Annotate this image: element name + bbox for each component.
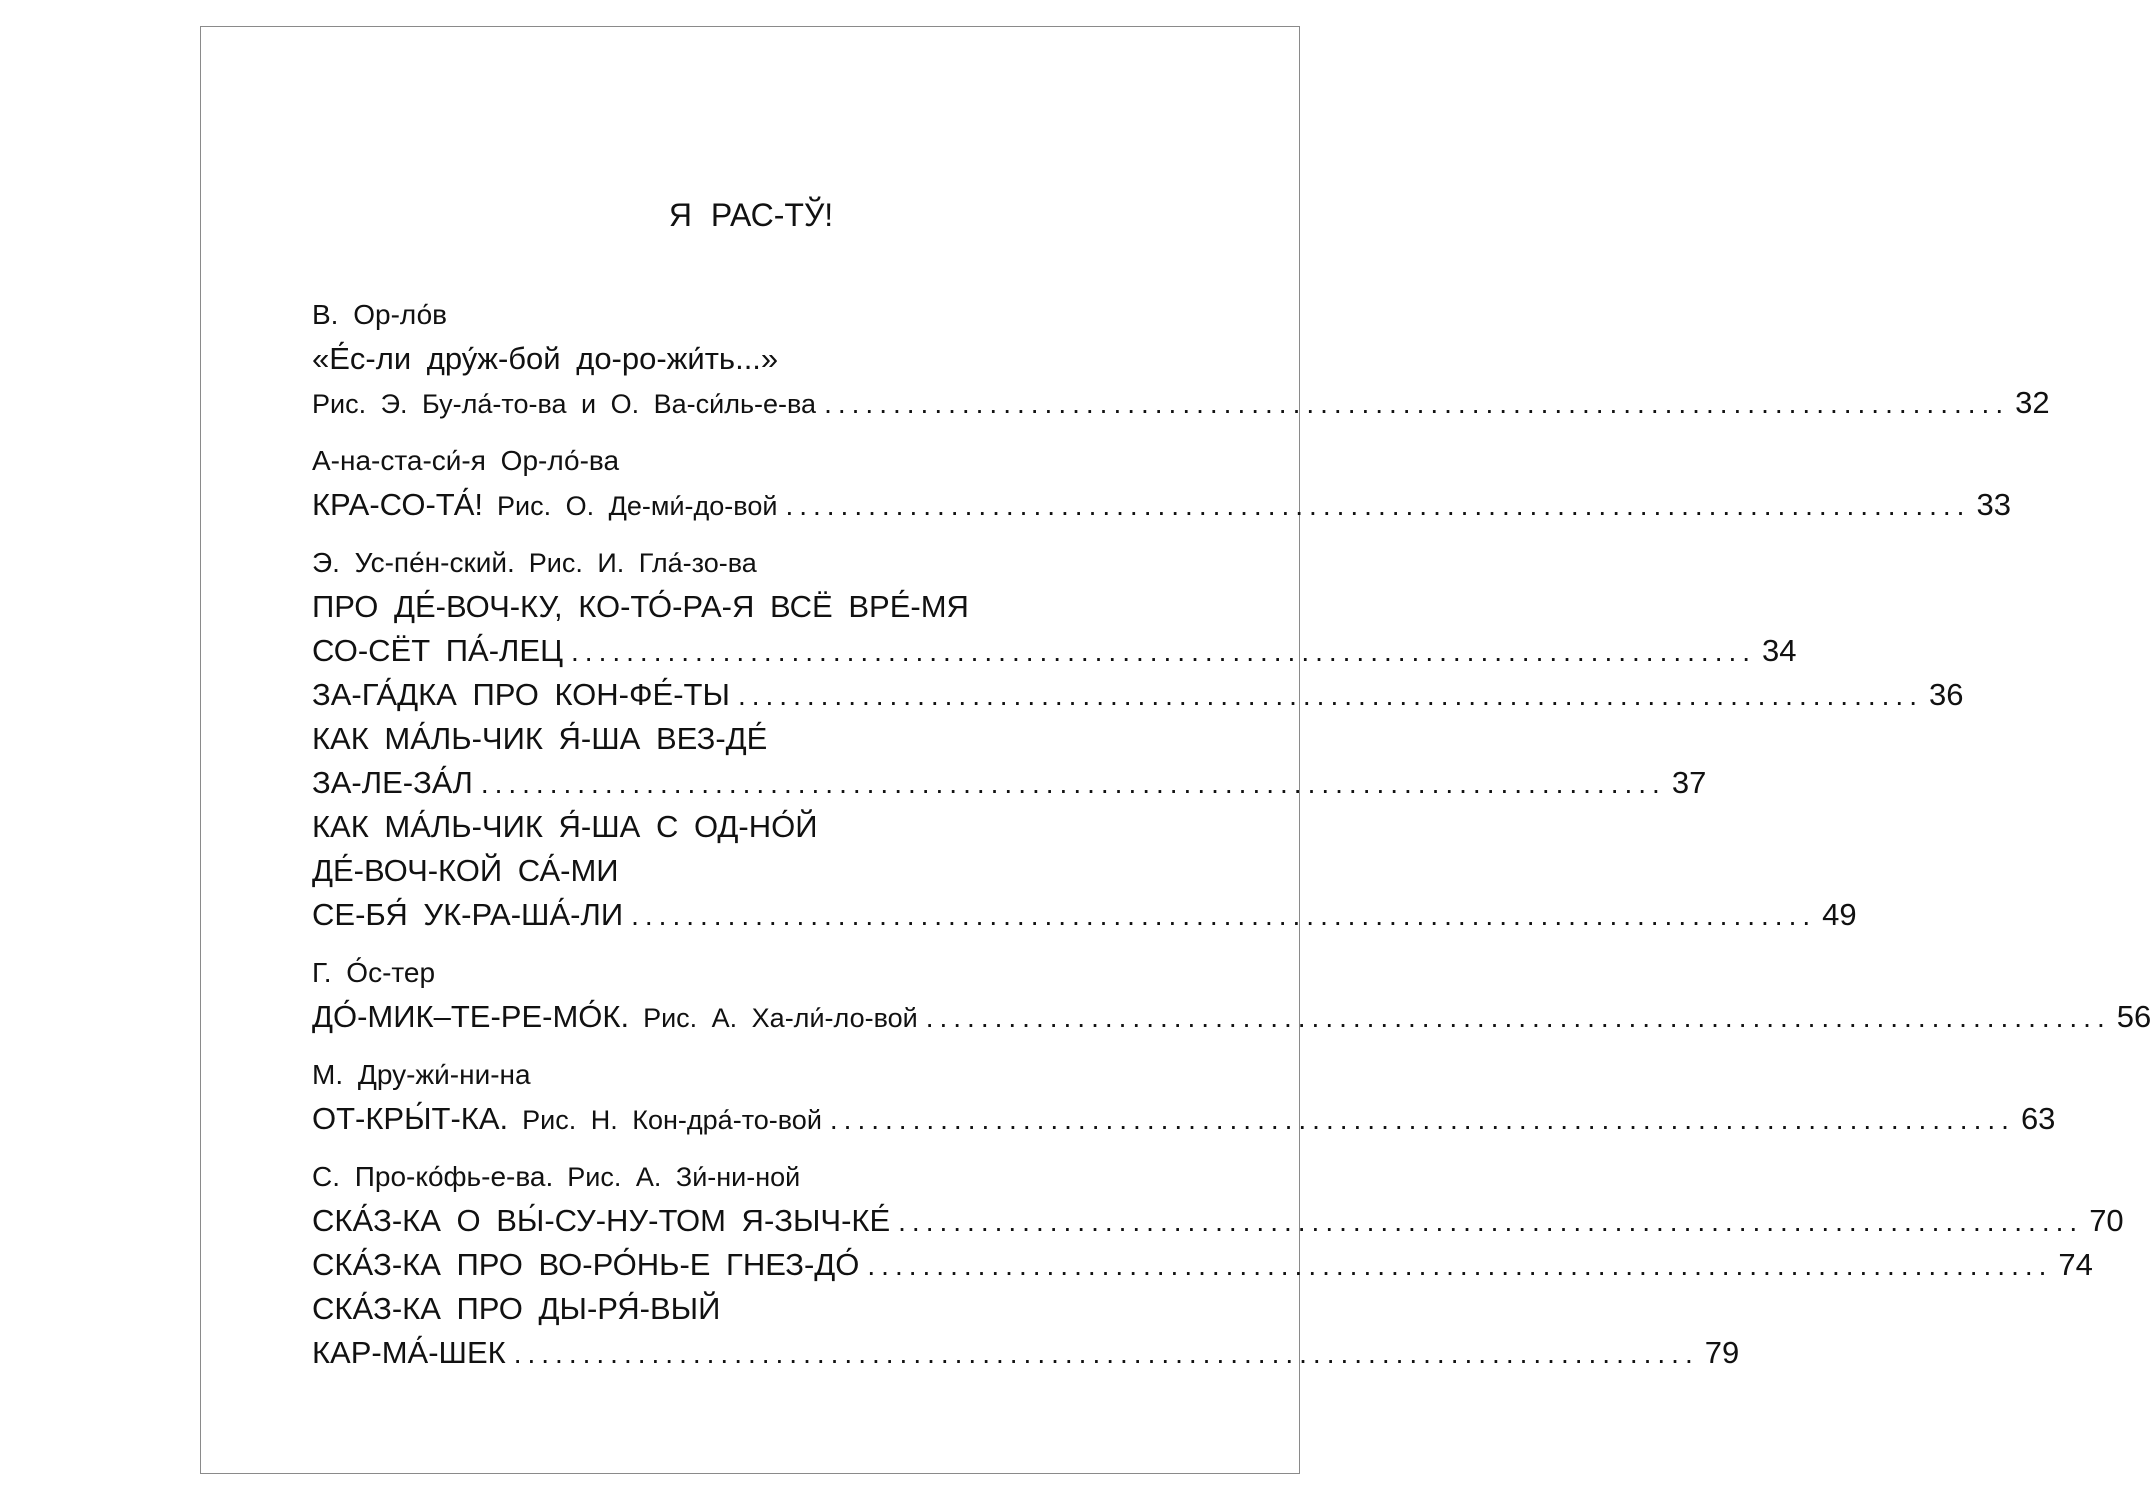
page-number: 63: [2020, 1101, 2056, 1136]
toc-author-line: [312, 541, 1130, 585]
page-number: 49: [1822, 897, 1857, 932]
illustrator-credit: Рис. А. Зи́-ни-ной: [567, 1162, 801, 1192]
illustrator-credit: Рис. А. Ха-ли́-ло-вой: [643, 1003, 918, 1033]
work-title: ОТ-КРЫ́Т-КА.: [312, 1101, 509, 1136]
work-title: СКА́З-КА ПРО ДЫ-РЯ́-ВЫЙ: [312, 1291, 721, 1326]
page-number: 56: [2116, 999, 2151, 1034]
dot-leader: ......................................................................................: [571, 636, 1757, 667]
toc-title-line: [312, 585, 1130, 629]
dot-leader: ......................................................................................: [480, 768, 1666, 799]
work-title: СО-СЁТ ПА́-ЛЕЦ: [312, 633, 564, 668]
dot-leader: ......................................................................................: [631, 900, 1817, 931]
page-title: Я РАС-ТЎ!: [668, 197, 834, 233]
illustrator-credit: Рис. Н. Кон-дра́-то-вой: [522, 1105, 822, 1135]
work-title: СЕ-БЯ́ УК-РА-ША́-ЛИ: [312, 897, 624, 932]
author-name: С. Про-ко́фь-е-ва.: [312, 1161, 554, 1192]
work-title: КАК МА́ЛЬ-ЧИК Я́-ША ВЕЗ-ДЕ́: [312, 721, 768, 756]
page-number: 36: [1928, 677, 1964, 712]
toc-title-line: [312, 717, 1130, 761]
page-number: 79: [1704, 1335, 1740, 1370]
work-title: ЗА-ЛЕ-ЗА́Л: [312, 765, 473, 800]
toc-author-line: [312, 1155, 1130, 1199]
page-number: 33: [1976, 487, 2011, 522]
page-number: 32: [2015, 385, 2050, 420]
dot-leader: ......................................................................................: [867, 1250, 2053, 1281]
toc-author-line: [312, 1053, 1130, 1097]
illustrator-credit: Рис. О. Де-ми́-до-вой: [497, 491, 778, 521]
work-title: ДО́-МИК–ТЕ-РЕ-МО́К.: [312, 999, 630, 1034]
work-title: ПРО ДЕ́-ВОЧ-КУ, КО-ТО́-РА-Я ВСЁ ВРЕ́-МЯ: [312, 589, 969, 624]
dot-leader: ......................................................................................: [824, 388, 2010, 419]
table-of-contents: [312, 293, 2151, 1375]
work-title: СКА́З-КА О ВЫ́-СУ-НУ-ТОМ Я-ЗЫЧ-КЕ́: [312, 1203, 891, 1238]
work-title: ЗА-ГА́ДКА ПРО КОН-ФЕ́-ТЫ: [312, 677, 730, 712]
work-title: СКА́З-КА ПРО ВО-РО́НЬ-Е ГНЕЗ-ДО́: [312, 1247, 860, 1282]
work-title: ДЕ́-ВОЧ-КОЙ СА́-МИ: [312, 853, 619, 888]
toc-author-line: [312, 293, 1130, 337]
author-name: Г. О́с-тер: [312, 957, 436, 988]
page-number: 37: [1671, 765, 1707, 800]
page-number: 74: [2058, 1247, 2093, 1282]
book-page: [200, 26, 2151, 1474]
author-name: Э. Ус-пе́н-ский.: [312, 547, 515, 578]
dot-leader: ......................................................................................: [513, 1338, 1699, 1369]
dot-leader: ......................................................................................: [785, 490, 1971, 521]
work-title: КАР-МА́-ШЕК: [312, 1335, 506, 1370]
work-title: «Е́с-ли дру́ж-бой до-ро-жи́ть...»: [312, 341, 779, 376]
toc-entry-row[interactable]: [312, 483, 2011, 527]
dot-leader: ......................................................................................: [925, 1002, 2111, 1033]
toc-entry-row[interactable]: [312, 893, 1857, 937]
toc-entry-row[interactable]: [312, 629, 1797, 673]
page-number: 70: [2089, 1203, 2124, 1238]
illustrator-credit: Рис. Э. Бу-ла́-то-ва и О. Ва-си́ль-е-ва: [312, 389, 817, 419]
author-name: В. Ор-ло́в: [312, 299, 448, 330]
dot-leader: ......................................................................................: [829, 1104, 2015, 1135]
toc-title-line: [312, 337, 1130, 381]
work-title: КРА-СО-ТА́!: [312, 487, 483, 522]
toc-entry-row[interactable]: [312, 761, 1707, 805]
dot-leader: ......................................................................................: [898, 1206, 2084, 1237]
work-title: КАК МА́ЛЬ-ЧИК Я́-ША С ОД-НО́Й: [312, 809, 818, 844]
illustrator-credit: Рис. И. Гла́-зо-ва: [528, 548, 757, 578]
toc-title-line: [312, 849, 1130, 893]
toc-entry-row[interactable]: [312, 1097, 2056, 1141]
toc-entry-row[interactable]: [312, 995, 2151, 1039]
author-name: М. Дру-жи́-ни-на: [312, 1059, 531, 1090]
toc-entry-row[interactable]: [312, 1199, 2124, 1243]
toc-entry-row[interactable]: [312, 381, 2050, 425]
toc-title-line: [312, 805, 1130, 849]
toc-entry-row[interactable]: [312, 1243, 2093, 1287]
toc-author-line: [312, 951, 1130, 995]
author-name: А-на-ста-си́-я Ор-ло́-ва: [312, 445, 620, 476]
toc-entry-row[interactable]: [312, 673, 1964, 717]
toc-title-line: [312, 1287, 1130, 1331]
dot-leader: ......................................................................................: [737, 680, 1923, 711]
toc-author-line: [312, 439, 1130, 483]
page-number: 34: [1762, 633, 1797, 668]
toc-entry-row[interactable]: [312, 1331, 1740, 1375]
